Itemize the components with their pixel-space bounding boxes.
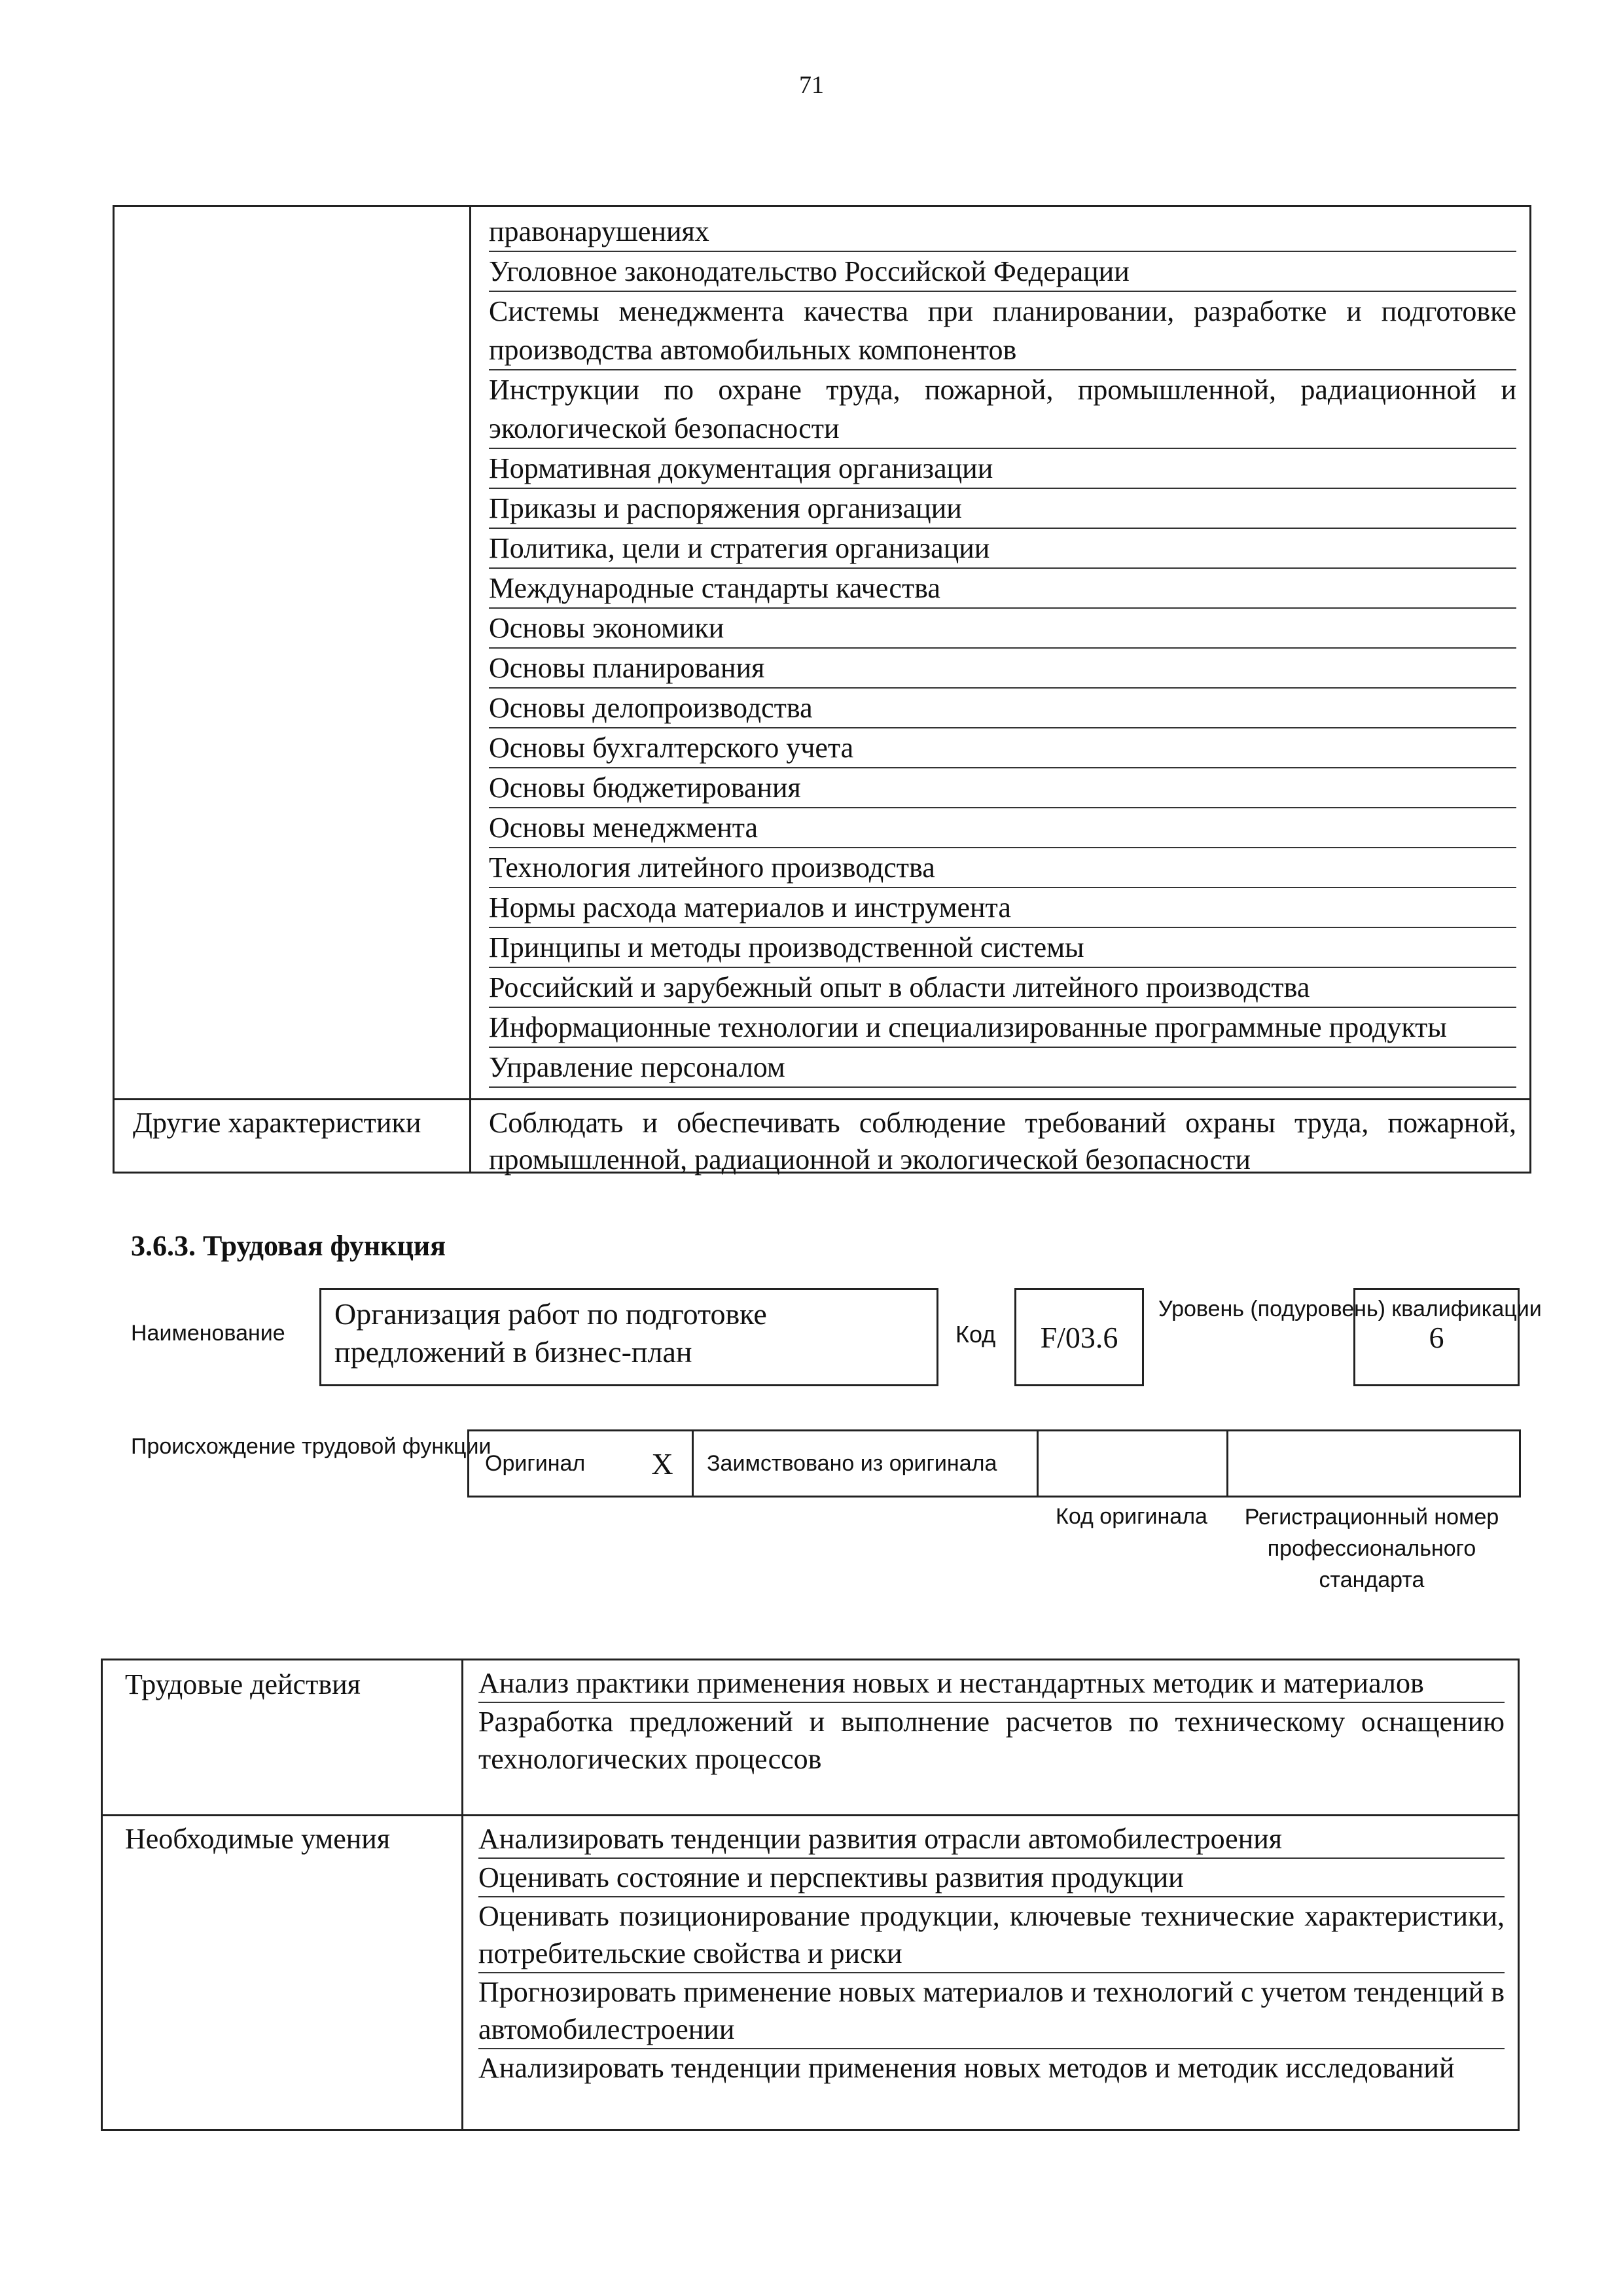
- knowledge-item: Приказы и распоряжения организации: [489, 489, 1516, 529]
- knowledge-item: Основы планирования: [489, 649, 1516, 689]
- skill-item: Оценивать позиционирование продукции, ключевые технические характеристики, потребительские свойства и риски: [478, 1897, 1505, 1973]
- knowledge-item: Технология литейного производства: [489, 848, 1516, 888]
- knowledge-item: Нормы расхода материалов и инструмента: [489, 888, 1516, 928]
- knowledge-item: Основы бюджетирования: [489, 768, 1516, 808]
- knowledge-item: Основы менеджмента: [489, 808, 1516, 848]
- required-skills-list: [478, 1820, 1505, 2087]
- function-name-box: Организация работ по подготовке предложений в бизнес-план: [319, 1288, 938, 1386]
- column-divider: [469, 207, 471, 1172]
- skill-item: Прогнозировать применение новых материалов и технологий с учетом тенденций в автомобилестроении: [478, 1973, 1505, 2049]
- skill-item: Оценивать состояние и перспективы развития продукции: [478, 1859, 1505, 1897]
- labor-action-item: Разработка предложений и выполнение расчетов по техническому оснащению технологических процессов: [478, 1706, 1505, 1775]
- reg-number-caption: Регистрационный номер профессионального стандарта: [1244, 1505, 1499, 1592]
- knowledge-table: [113, 205, 1531, 1174]
- section-title: 3.6.3. Трудовая функция: [131, 1230, 446, 1262]
- knowledge-item: Международные стандарты качества: [489, 569, 1516, 609]
- other-characteristics-label: Другие характеристики: [133, 1107, 421, 1139]
- knowledge-item: Политика, цели и стратегия организации: [489, 529, 1516, 569]
- column-divider: [461, 1660, 463, 2129]
- actions-skills-table: [101, 1659, 1520, 2131]
- qualification-level-label: Уровень (подуровень) квалификации: [1158, 1297, 1542, 1321]
- name-label: Наименование: [131, 1321, 285, 1346]
- page-number: 71: [799, 71, 824, 99]
- original-mark: X: [651, 1446, 673, 1480]
- qualification-level-box: 6: [1353, 1288, 1520, 1386]
- code-label: Код: [955, 1321, 996, 1348]
- knowledge-item: Основы бухгалтерского учета: [489, 728, 1516, 768]
- skill-item: Анализировать тенденции развития отрасли автомобилестроения: [478, 1820, 1505, 1859]
- row-divider: [115, 1098, 1529, 1100]
- knowledge-item: Принципы и методы производственной системы: [489, 928, 1516, 968]
- origin-label: Происхождение трудовой функции: [131, 1434, 491, 1459]
- knowledge-item: Управление персоналом: [489, 1048, 1516, 1088]
- knowledge-item: Российский и зарубежный опыт в области литейного производства: [489, 968, 1516, 1008]
- required-skills-label: Необходимые умения: [125, 1823, 391, 1855]
- knowledge-list: [489, 212, 1516, 1088]
- borrowed-label: Заимствовано из оригинала: [692, 1431, 1039, 1496]
- knowledge-item: Уголовное законодательство Российской Федерации: [489, 252, 1516, 292]
- knowledge-item: Системы менеджмента качества при планировании, разработке и подготовке производства автомобильных компонентов: [489, 292, 1516, 370]
- skill-item: Анализировать тенденции применения новых методов и методик исследований: [478, 2052, 1455, 2084]
- reg-number-cell: [1228, 1431, 1519, 1496]
- row-divider: [103, 1814, 1518, 1816]
- original-label: Оригинал: [485, 1450, 586, 1476]
- function-code-box: F/03.6: [1014, 1288, 1144, 1386]
- origin-row: [467, 1429, 1521, 1498]
- knowledge-item: Информационные технологии и специализированные программные продукты: [489, 1008, 1516, 1048]
- labor-actions-label: Трудовые действия: [125, 1668, 361, 1700]
- labor-actions-list: [478, 1664, 1505, 1778]
- knowledge-item: Основы экономики: [489, 609, 1516, 649]
- knowledge-item: правонарушениях: [489, 212, 1516, 252]
- knowledge-item: Нормативная документация организации: [489, 449, 1516, 489]
- knowledge-item: Основы делопроизводства: [489, 689, 1516, 728]
- original-code-cell: [1039, 1431, 1228, 1496]
- knowledge-item: Инструкции по охране труда, пожарной, промышленной, радиационной и экологической безопасности: [489, 370, 1516, 449]
- labor-action-item: Анализ практики применения новых и нестандартных методик и материалов: [478, 1664, 1505, 1703]
- original-code-caption: Код оригинала: [1056, 1504, 1207, 1529]
- other-characteristics-value: Соблюдать и обеспечивать соблюдение требований охраны труда, пожарной, промышленной, радиационной и экологической безопасности: [489, 1107, 1516, 1175]
